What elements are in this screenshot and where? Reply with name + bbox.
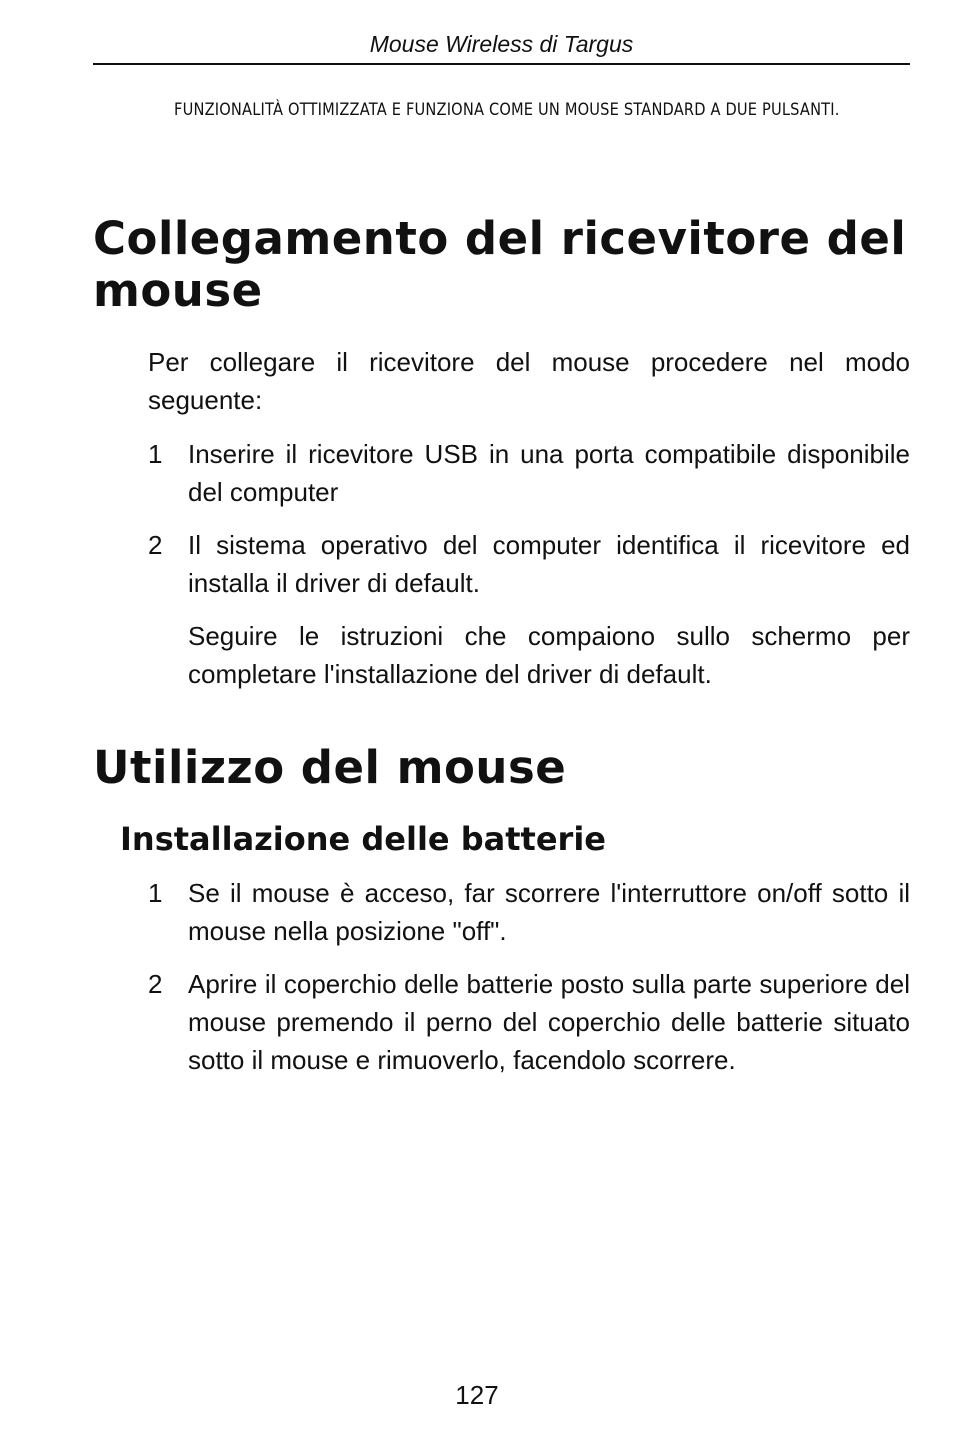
list-item [148, 874, 910, 950]
page-number: 127 [455, 1380, 499, 1410]
list-item-number: 1 [148, 439, 163, 469]
section-intro: Per collegare il ricevitore del mouse procedere nel modo seguente: [148, 347, 910, 415]
section-title-usage: Utilizzo del mouse [93, 741, 567, 794]
list-item-text: Inserire il ricevitore USB in una porta compatibile disponibile del computer [188, 439, 910, 507]
list-item [148, 526, 910, 602]
note-text: FUNZIONALITÀ OTTIMIZZATA E FUNZIONA COME UN MOUSE STANDARD A DUE PULSANTI. [174, 100, 840, 120]
running-header: Mouse Wireless di Targus [369, 31, 634, 57]
subsection-title-batteries: Installazione delle batterie [120, 820, 606, 858]
list-item-number: 1 [148, 878, 163, 908]
section-title-receiver: Collegamento del ricevitore del mouse [93, 212, 907, 317]
list-item-text: Aprire il coperchio delle batterie posto sulla parte superiore del mouse premendo il perno del coperchio delle batterie situato sotto il mouse e rimuoverlo, facendolo scorrere. [188, 969, 910, 1075]
list-item-text: Se il mouse è acceso, far scorrere l'interruttore on/off sotto il mouse nella posizione "off". [188, 878, 910, 946]
list-item [148, 435, 910, 511]
list-item-text: Il sistema operativo del computer identifica il ricevitore ed installa il driver di default. [188, 530, 910, 598]
list-item [148, 965, 910, 1117]
header-divider [93, 63, 910, 65]
list-item-number: 2 [148, 969, 163, 999]
list-item-number: 2 [148, 530, 163, 560]
followup-paragraph: Seguire le istruzioni che compaiono sullo schermo per completare l'installazione del driver di default. [188, 621, 910, 689]
